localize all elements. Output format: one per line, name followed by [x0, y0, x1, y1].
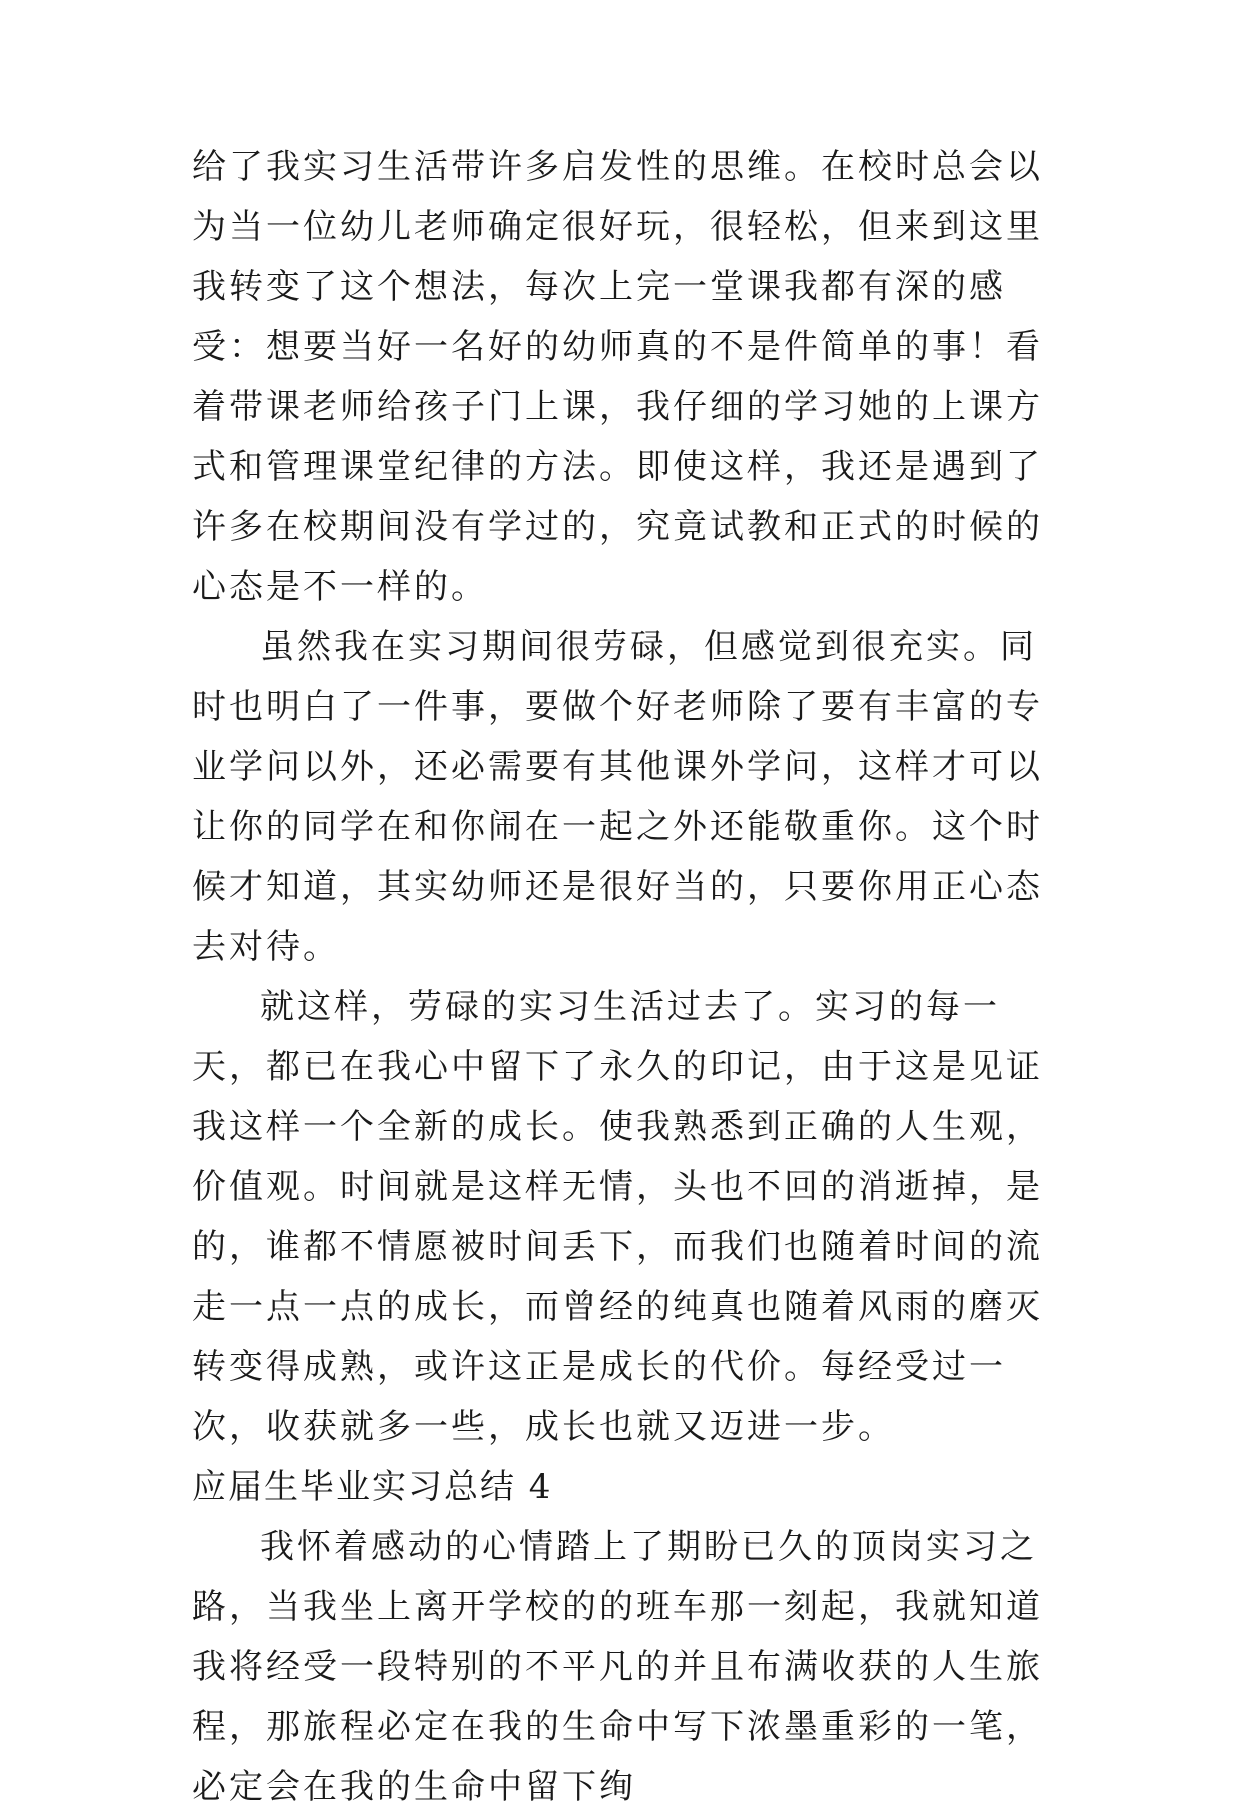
section-title: 应届生毕业实习总结 4	[192, 1467, 553, 1507]
paragraph: 给了我实习生活带许多启发性的思维。在校时总会以为当一位幼儿老师确定很好玩，很轻松，但来到这里我转变了这个想法，每次上完一堂课我都有深的感受：想要当好一名好的幼师真的不是件简单的事！看着带课老师给孩子门上课，我仔细的学习她的上课方式和管理课堂纪律的方法。即使这样，我还是遇到了许多在校期间没有学过的，究竟试教和正式的时候的心态是不一样的。	[192, 147, 1043, 607]
paragraph: 就这样，劳碌的实习生活过去了。实习的每一天，都已在我心中留下了永久的印记，由于这是见证我这样一个全新的成长。使我熟悉到正确的人生观，价值观。时间就是这样无情，头也不回的消逝掉，是的，谁都不情愿被时间丢下，而我们也随着时间的流走一点一点的成长，而曾经的纯真也随着风雨的磨灭转变得成熟，或许这正是成长的代价。每经受过一次，收获就多一些，成长也就又迈进一步。	[192, 987, 1043, 1447]
paragraph: 虽然我在实习期间很劳碌，但感觉到很充实。同时也明白了一件事，要做个好老师除了要有丰富的专业学问以外，还必需要有其他课外学问，这样才可以让你的同学在和你闹在一起之外还能敬重你。这个时候才知道，其实幼师还是很好当的，只要你用正心态去对待。	[192, 627, 1043, 967]
document-page	[192, 137, 1052, 1817]
paragraph: 我怀着感动的心情踏上了期盼已久的顶岗实习之路，当我坐上离开学校的的班车那一刻起，我就知道我将经受一段特别的不平凡的并且布满收获的人生旅程，那旅程必定在我的生命中写下浓墨重彩的一笔，必定会在我的生命中留下绚	[192, 1527, 1043, 1807]
